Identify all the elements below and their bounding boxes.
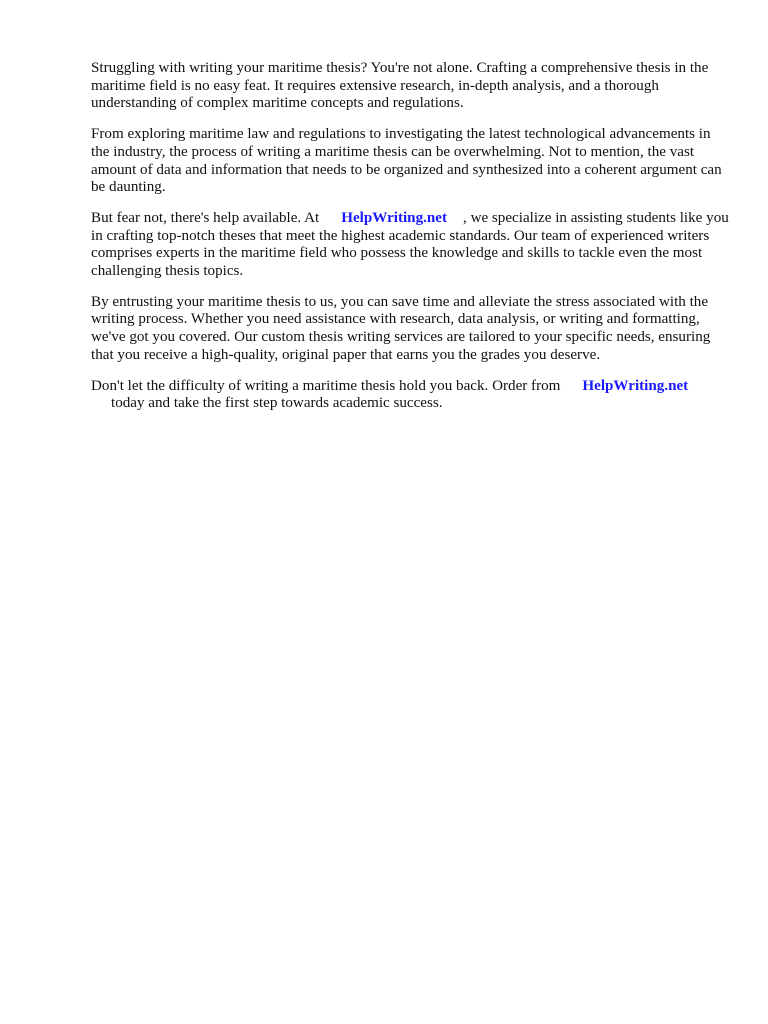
paragraph-cta-rest: today and take the first step towards academic success. xyxy=(111,395,443,412)
paragraph-help xyxy=(91,210,731,281)
paragraph-challenges: From exploring maritime law and regulations to investigating the latest technological advancements in the industry, the process of writing a maritime thesis can be overwhelming. Not to mention, the vast amount of data and information that needs to be organized and synthesized into a coherent argument can be daunting. xyxy=(91,126,722,196)
paragraph-help-lead: But fear not, there's help available. At xyxy=(91,209,320,226)
helpwriting-link-2[interactable]: HelpWriting.net xyxy=(582,377,689,394)
paragraph-intro: Struggling with writing your maritime thesis? You're not alone. Crafting a comprehensive thesis in the maritime field is no easy feat. It requires extensive research, in-depth analysis, and a thorough understanding of complex maritime concepts and regulations. xyxy=(91,60,709,112)
paragraph-benefits: By entrusting your maritime thesis to us, you can save time and alleviate the stress associated with the writing process. Whether you need assistance with research, data analysis, or writing and formatting, we've got you covered. Our custom thesis writing services are tailored to your specific needs, ensuring that you receive a high-quality, original paper that earns you the grades you deserve. xyxy=(91,293,711,363)
paragraph-help-rest: , we specialize in assisting students like you in crafting top-notch theses that meet the highest academic standards. Our team of experienced writers comprises experts in the maritime field who possess the knowledge and skills to tackle even the most challenging thesis topics. xyxy=(91,209,729,280)
document-body xyxy=(91,60,731,426)
paragraph-cta-lead: Don't let the difficulty of writing a maritime thesis hold you back. Order from xyxy=(91,377,561,394)
paragraph-cta xyxy=(91,378,731,413)
helpwriting-link-1[interactable]: HelpWriting.net xyxy=(341,209,448,226)
